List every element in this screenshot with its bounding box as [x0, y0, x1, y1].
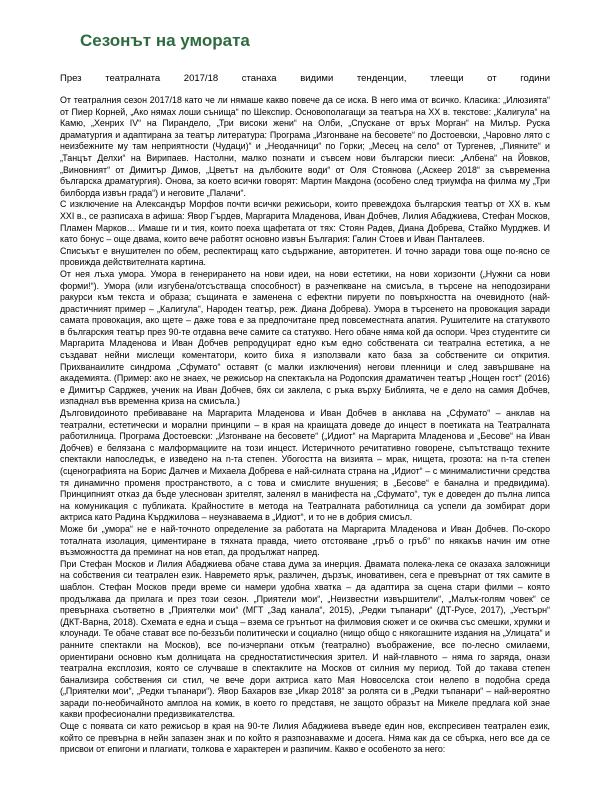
article-title: Сезонът на умората: [80, 31, 250, 50]
paragraph: Може би „умора“ не е най-точното определение за работата на Маргарита Младенова и Иван Добчев. По-скоро тоталната изолация, циментиране в тяхната правда, чието отстояване „гръб о гръб“ по някакъв начин им отне възможността да преминат на нов етап, да продължат напред.: [60, 523, 550, 558]
paragraph: При Стефан Москов и Лилия Абаджиева обаче става дума за инерция. Двамата полека-лека се оказаха заложници на собствения си театрален език. Навремето ярък, различен, дързък, иновативен, сега е превърнат от тях самите в шаблон. Стефан Москов преди време си намери удобна хватка – да адаптира за сцена стари филми – която продължава да прилага и през този сезон. „Приятели мои“, „Неизвестни извършители“, „Малък-голям човек“ се превърнаха съответно в „Приятелки мои“ (МГТ „Зад канала“, 2015), „Редки тъпанари“ (ДТ-Русе, 2017), „Уестърн“ (ДКТ-Варна, 2018). Схемата е една и съща – взема се грънтьот на филмовия сюжет и се окичва със смешки, хрумки и клоунади. Те обаче стават все по-беззъби политически и социално (нищо общо с някогашните издания на „Улицата“ и ранните спектакли на Москов), все по-изчерпани откъм (театрално) въображение, все по-лесно смилаеми, ориентирани основно към долницата на средностатистическия зрител. И най-главното – няма го заряда, онази театрална експлозия, която се случваше в спектаклите на Москов от силния му период. Той до такава степен банализира собствения си стил, че вече дори актриса като Мая Новоселска стои нелепо в подобна среда („Приятелки мои“, „Редки тъпанари“). Явор Бахаров взе „Икар 2018“ за ролята си в „Редки тъпанари“ – най-вероятно заради по-необичайното амплоа на комик, в което го представя, не защото образът на Микеле предлага кой знае какви професионални предизвикателства.: [60, 558, 550, 720]
paragraph: Дълговидоиното пребиваване на Маргарита Младенова и Иван Добчев в анклава на „Сфумато“ – анклав на театрални, естетически и морални принципи – в края на краищата доведе до инцест в поетиката на Театралната работилница. Програма Достоевски: „Изгонване на бесовете“ („Идиот“ на Маргарита Младенова и „Бесове“ на Иван Добчев) е белязана с малформациите на този инцест. Истеричното речитативно говорене, съпътстващо техните спектакли напоследък, е изведено на n-та степен. Убогостта на визията – мрак, нищета, грозота: на n-та степен (сценографията на Борис Далчев и Михаела Добрева е най-силната страна на „Идиот“ – с минималистични средства тя динамично променя пространството, а с това и смислите внушения; в „Бесове“ е банална и предвидима). Принципният отказ да бъде улеснован зрителят, заленял в манифеста на „Сфумато“, тук е доведен до пълна липса на комуникация с публиката. Крайностите в метода на Театралната работилница са успели да зомбират дори актриса като Радина Кърджилова – неузнаваема в „Идиот“, и то не в добрия смисъл.: [60, 408, 550, 523]
paragraph: Още с появата си като режисьор в края на 90-те Лилия Абаджиева въведе един нов, експресивен театрален език, който се превърна в нейн запазен знак и по който я разпознавахме и досега. Няма как да се сбърка, него все да се присвои от епигони и плагиати, толкова е характерен и разпичим. Какво е особеното за него:: [60, 721, 550, 755]
article-body: [60, 95, 550, 756]
paragraph: От нея лъха умора. Умора в генерирането на нови идеи, на нови естетики, на нови хоризонти („Нужни са нови форми!“). Умора (или изгубена/отсъстваща способност) в разчепкване на смисъла, в търсене на неподозирани ракурси към текста и образа; същината е заменена с ефектни пируети по повърхността на очевидното (най-драстичният пример – „Калигула“, Народен театър, реж. Диана Добрева). Умора в търсенето на провокация заради самата провокация, ако щете – даже това е за предпочитане пред повсеместната апатия. Рушителите на статуквото в българския театър през 90-те отдавна вече самите са статукво. Него обаче няма кой да оспори. Чрез студентите си Маргарита Младенова и Иван Добчев репродуцират едно към едно собствената си театрална естетика, а не създават нейни мислещи коментатори, които биха я използвали като база за собствените си открития. Прихванаилите синдрома „Сфумато“ оставят (с малки изключения) негови пленници и след завършване на академията. (Пример: ако не знаех, че режисьор на спектакъла на Родопския драматичен театър „Нощен гост“ (2016) е Димитър Сарджев, ученик на Иван Добчев, бях си заклела, с ръка върху Библията, че е дело на самия Добчев, изпаднал във временна криза на смисъла.): [60, 268, 550, 407]
paragraph: С изключение на Александър Морфов почти всички режисьори, които превеждоха българския театър от ХХ в. към ХХI в., се разписаха в афиша: Явор Гърдев, Маргарита Младенова, Иван Добчев, Лилия Абаджиева, Стефан Москов, Пламен Марков… Имаше ги и тия, които поеха щафетата от тях: Стоян Радев, Диана Добрева, Стайко Мурджев. И като бонус – още двама, които вече работят основно извън България: Галин Стоев и Иван Панталеев.: [60, 199, 550, 245]
paragraph: От театралния сезон 2017/18 като че ли нямаше какво повече да се иска. В него има от всичко. Класика: „Илюзията“ от Пиер Корней, „Ако нямах лоши сънища“ по Шекспир. Основополагащи за театъра на ХХ в. текстове: „Калигула“ на Камю, „Хенрих IV“ на Пирандело, „Три високи жени“ на Олби, „Спускане от връх Морган“ на Милър. Руска драматургия и адаптирана за театър литература: Програма „Изгонване на бесовете“ по Достоевски, „Чаровно лято с неизбежните му там неприятности (Чудаци)“ и „Неодачници“ по Горки; „Месец на село“ от Тургенев, „Пияните“ и „Танцът Делхи“ на Вирипаев. Настолни, малко познати и съвсем нови български пиеси: „Албена“ на Йовков, „Виновният“ от Димитър Димов, „Цветът на дълбоките води“ от Оля Стоянова („Аскеер 2018“ за съвременна българска драматургия). Онова, за което всички говорят: Мартин Макдона (особено след триумфа на филма му „Три билборда извън града“) и неговите „Палачи“.: [60, 95, 550, 198]
paragraph: Списъкът е внушителен по обем, респектиращ като съдържание, авторитетен. И точно заради това още по-ясно се провижда действителната картина.: [60, 245, 550, 268]
article-intro: През театралната 2017/18 станаха видими тенденции, тлеещи от години: [60, 73, 550, 84]
article: [60, 30, 550, 756]
